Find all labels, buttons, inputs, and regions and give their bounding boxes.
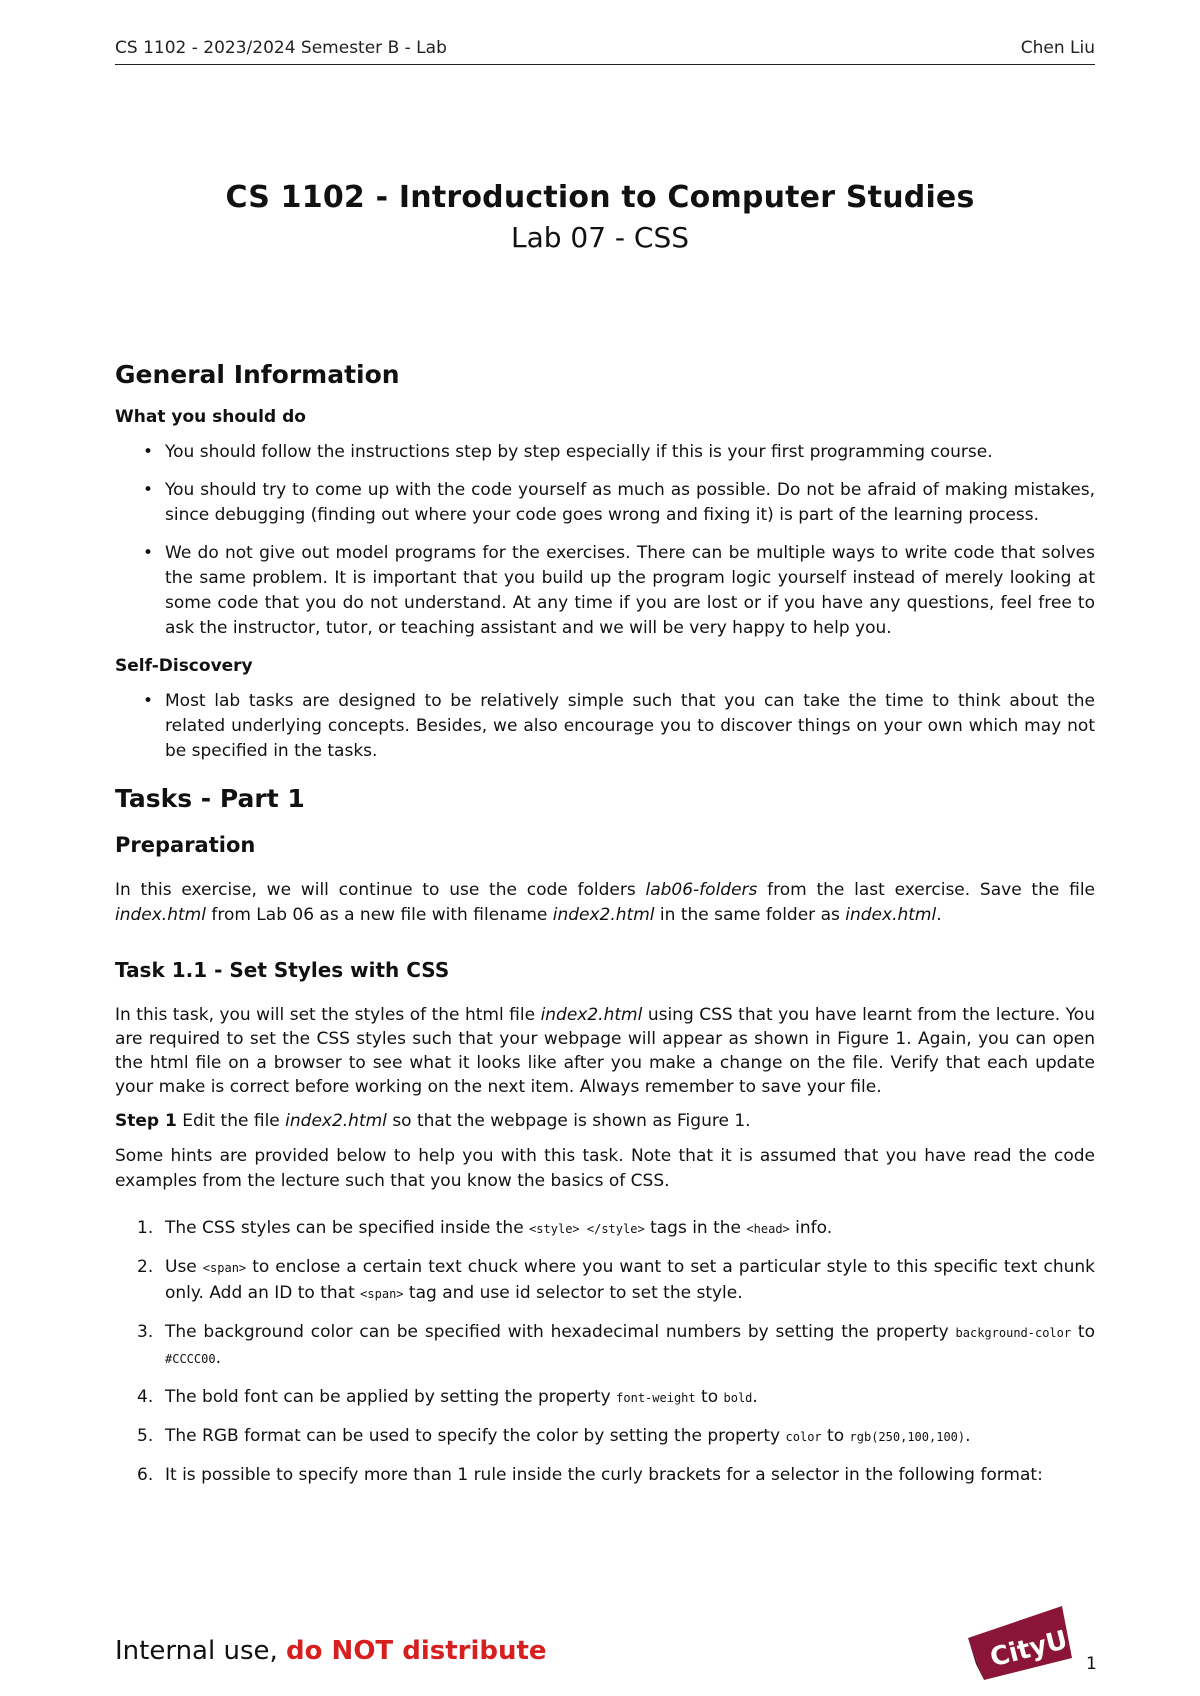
hints-list: [115, 1216, 1095, 1488]
footer-note: [115, 1636, 547, 1666]
text-run: info.: [789, 1218, 833, 1238]
main-content: [115, 362, 1095, 1501]
paragraph-heading-self: Self-Discovery: [115, 656, 253, 676]
file-name: index2.html: [540, 1005, 643, 1025]
subsection-heading-preparation: Preparation: [115, 833, 256, 857]
text-run: In this exercise, we will continue to use the code folders: [115, 880, 646, 900]
folder-name: lab06-folders: [645, 880, 758, 900]
hints-intro-paragraph: Some hints are provided below to help you with this task. Note that it is assumed that you have read the code examples from the lecture such that you know the basics of CSS.: [115, 1146, 1095, 1191]
code-snippet: <span>: [202, 1261, 247, 1275]
list-item: • You should try to come up with the code yourself as much as possible. Do not be afraid of making mistakes, since debugging (finding out where your code goes wrong and fixing it) is part of the learning process.: [115, 478, 1095, 528]
file-name: index2.html: [552, 905, 655, 925]
what-list: [115, 440, 1095, 641]
paragraph-heading-what: What you should do: [115, 407, 306, 427]
code-snippet: <style> </style>: [529, 1222, 645, 1236]
file-name: index2.html: [285, 1111, 387, 1131]
text-run: In this task, you will set the styles of the html file: [115, 1005, 541, 1025]
section-heading-general: General Information: [115, 360, 400, 389]
code-snippet: bold: [723, 1391, 753, 1405]
code-snippet: rgb(250,100,100): [849, 1430, 966, 1444]
hint-item: [115, 1255, 1095, 1307]
text-run: .: [752, 1387, 758, 1407]
text-run: The RGB format can be used to specify the color by setting the property: [165, 1426, 786, 1446]
header-course: CS 1102 - 2023/2024 Semester B - Lab: [115, 38, 447, 58]
document-subtitle: Lab 07 - CSS: [510, 221, 690, 254]
hint-number: 1.: [137, 1218, 154, 1238]
hint-number: 5.: [137, 1426, 154, 1446]
text-run: to: [1071, 1322, 1095, 1342]
hint-number: 4.: [137, 1387, 154, 1407]
step-label: Step 1: [115, 1111, 177, 1131]
text-run: Use: [165, 1257, 203, 1277]
text-run: using CSS that you have learnt from the lecture. You are required to set the CSS styles such that your webpage will appear as shown in Figure 1. Again, you can open the html file on a browser to see what it looks like after you make a change on the file. Verify that each update your make is correct before working on the next item. Always remember to save your file.: [115, 1005, 1095, 1097]
text-run: to: [821, 1426, 850, 1446]
list-item: • You should follow the instructions step by step especially if this is your first programming course.: [115, 440, 1095, 465]
hint-item: [115, 1385, 1095, 1411]
subsection-heading-task-1-1: Task 1.1 - Set Styles with CSS: [115, 958, 450, 982]
step-1-paragraph: [115, 1109, 1095, 1134]
file-name: index.html: [845, 905, 937, 925]
task-1-1-paragraph: [115, 1003, 1095, 1099]
logo-text: CityU: [987, 1625, 1071, 1674]
text-run: Edit the file: [176, 1111, 286, 1131]
text-run: .: [965, 1426, 971, 1446]
preparation-paragraph: [115, 878, 1095, 928]
text-run: to: [695, 1387, 724, 1407]
code-snippet: color: [785, 1430, 822, 1444]
page-number: 1: [1086, 1654, 1097, 1674]
text-run: so that the webpage is shown as Figure 1.: [386, 1111, 751, 1131]
hint-item: [115, 1463, 1095, 1488]
document-title: CS 1102 - Introduction to Computer Studies: [225, 180, 975, 215]
text-run: The bold font can be applied by setting the property: [165, 1387, 617, 1407]
header-author: Chen Liu: [1020, 38, 1095, 58]
text-run: tag and use id selector to set the style.: [403, 1283, 743, 1303]
code-snippet: background-color: [955, 1326, 1072, 1340]
text-run: from the last exercise. Save the file: [757, 880, 1095, 900]
text-run: The background color can be specified with hexadecimal numbers by setting the property: [165, 1322, 956, 1342]
code-snippet: font-weight: [616, 1391, 696, 1405]
running-header: [115, 38, 1095, 65]
hint-item: [115, 1424, 1095, 1450]
text-run: .: [215, 1348, 221, 1368]
file-name: index.html: [115, 905, 206, 925]
code-snippet: <span>: [360, 1287, 404, 1301]
text-run: to enclose a certain text chuck where you want to set a particular style to this specific text chunk only. Add an ID to that: [165, 1257, 1095, 1303]
hint-number: 2.: [137, 1257, 154, 1277]
distribution-warning: do NOT distribute: [286, 1636, 547, 1666]
text-run: in the same folder as: [654, 905, 846, 925]
cityu-logo: [958, 1602, 1076, 1682]
self-list: [115, 689, 1095, 764]
footer-text: Internal use,: [115, 1636, 287, 1666]
text-run: .: [936, 905, 942, 925]
hint-number: 6.: [137, 1465, 154, 1485]
hint-item: [115, 1320, 1095, 1372]
text-run: The CSS styles can be specified inside the: [165, 1218, 530, 1238]
text-run: from Lab 06 as a new file with filename: [205, 905, 553, 925]
code-snippet: <head>: [746, 1222, 790, 1236]
hint-item: [115, 1216, 1095, 1242]
section-heading-tasks: Tasks - Part 1: [115, 784, 305, 813]
title-block: [0, 180, 1200, 254]
hint-number: 3.: [137, 1322, 154, 1342]
text-run: tags in the: [644, 1218, 747, 1238]
list-item: • Most lab tasks are designed to be relatively simple such that you can take the time to think about the related underlying concepts. Besides, we also encourage you to discover things on your own which may not be specified in the tasks.: [115, 689, 1095, 764]
list-item: • We do not give out model programs for the exercises. There can be multiple ways to write code that solves the same problem. It is important that you build up the program logic yourself instead of merely looking at some code that you do not understand. At any time if you are lost or if you have any questions, feel free to ask the instructor, tutor, or teaching assistant and we will be very happy to help you.: [115, 541, 1095, 641]
text-run: It is possible to specify more than 1 rule inside the curly brackets for a selector in the following format:: [165, 1465, 1043, 1485]
code-snippet: #CCCC00: [165, 1352, 216, 1366]
